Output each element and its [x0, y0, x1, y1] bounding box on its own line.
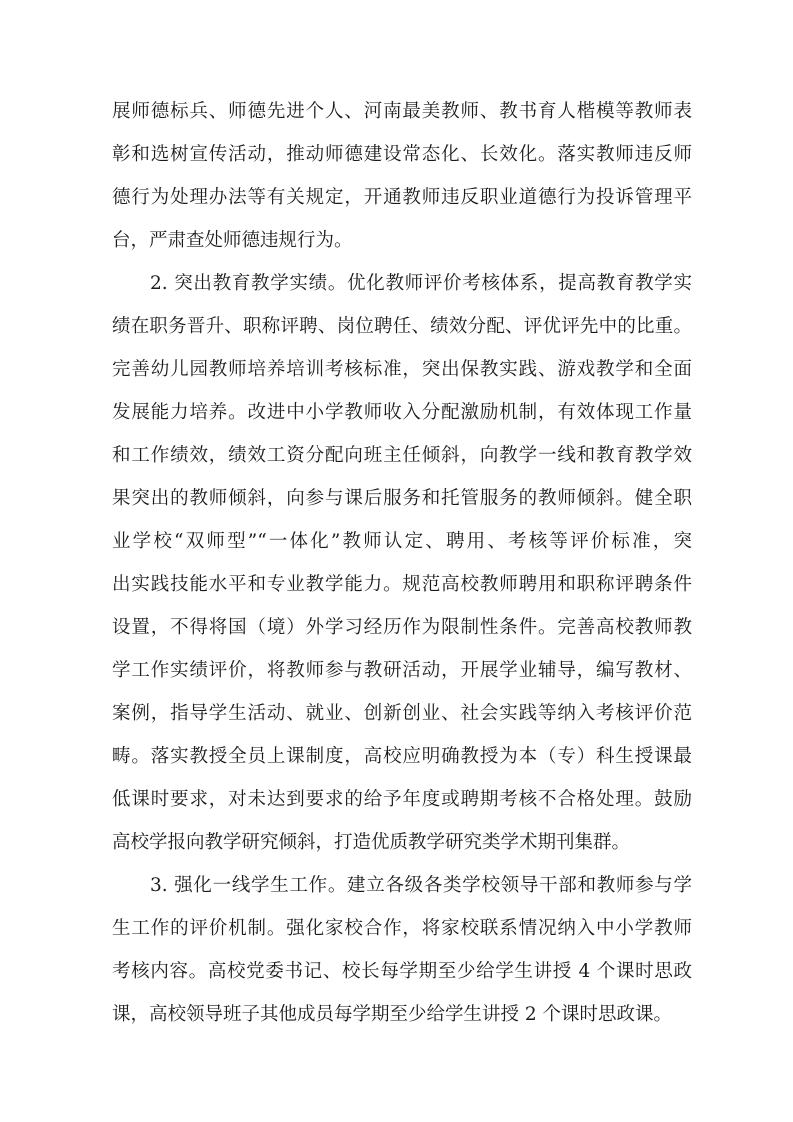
text-line: 绩在职务晋升、职称评聘、岗位聘任、绩效分配、评优评先中的比重。 [112, 316, 692, 337]
paragraph-heading-line: 2. 突出教育教学实绩。优化教师评价考核体系，提高教育教学实 [150, 273, 692, 294]
text-line: 畴。落实教授全员上课制度，高校应明确教授为本（专）科生授课最 [112, 746, 692, 767]
text-line: 业学校“双师型”“一体化”教师认定、聘用、考核等评价标准，突 [112, 531, 692, 552]
text-line: 和工作绩效，绩效工资分配向班主任倾斜，向教学一线和教育教学效 [112, 445, 692, 466]
text-line: 低课时要求，对未达到要求的给予年度或聘期考核不合格处理。鼓励 [112, 789, 692, 810]
text-line: 高校学报向教学研究倾斜，打造优质教学研究类学术期刊集群。 [112, 832, 631, 853]
text-line: 学工作实绩评价，将教师参与教研活动，开展学业辅导，编写教材、 [112, 660, 692, 681]
paragraph-heading-line: 3. 强化一线学生工作。建立各级各类学校领导干部和教师参与学 [150, 875, 692, 896]
text-line: 生工作的评价机制。强化家校合作，将家校联系情况纳入中小学教师 [112, 918, 692, 939]
text-line: 展师德标兵、师德先进个人、河南最美教师、教书育人楷模等教师表 [112, 101, 692, 122]
text-line: 德行为处理办法等有关规定，开通教师违反职业道德行为投诉管理平 [112, 187, 692, 208]
text-line: 出实践技能水平和专业教学能力。规范高校教师聘用和职称评聘条件 [112, 574, 692, 595]
text-line: 设置，不得将国（境）外学习经历作为限制性条件。完善高校教师教 [112, 617, 692, 638]
text-line: 案例，指导学生活动、就业、创新创业、社会实践等纳入考核评价范 [112, 703, 692, 724]
text-line: 果突出的教师倾斜，向参与课后服务和托管服务的教师倾斜。健全职 [112, 488, 692, 509]
text-line: 考核内容。高校党委书记、校长每学期至少给学生讲授 4 个课时思政 [112, 961, 692, 982]
text-line: 彰和选树宣传活动，推动师德建设常态化、长效化。落实教师违反师 [112, 144, 692, 165]
text-line: 课，高校领导班子其他成员每学期至少给学生讲授 2 个课时思政课。 [112, 1004, 673, 1025]
text-line: 发展能力培养。改进中小学教师收入分配激励机制，有效体现工作量 [112, 402, 692, 423]
text-line: 完善幼儿园教师培养培训考核标准，突出保教实践、游戏教学和全面 [112, 359, 692, 380]
text-line: 台，严肃查处师德违规行为。 [112, 230, 353, 251]
